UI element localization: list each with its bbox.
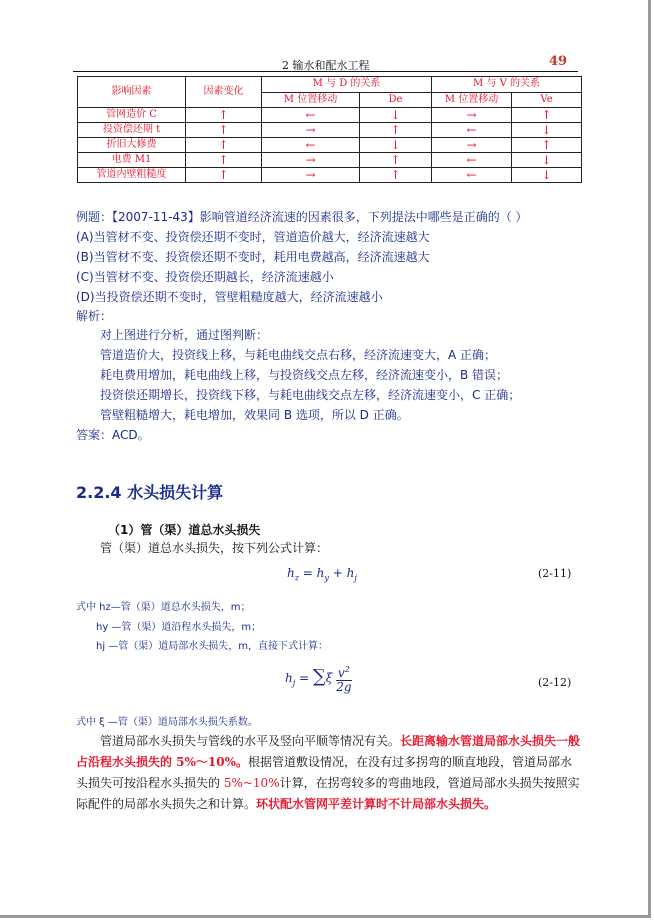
cell-mv-move: ← (432, 168, 512, 183)
cell-factor: 电费 M1 (78, 153, 186, 168)
cell-factor: 投资偿还期 t (78, 123, 186, 138)
definition-line: hy —管（渠）道沿程水头损失，m； (96, 622, 262, 633)
table-row (78, 168, 582, 183)
analysis-line: 管壁粗糙增大，耗电增加，效果同 B 选项，所以 D 正确。 (100, 408, 409, 422)
question-stem: 例题：【2007-11-43】影响管道经济流速的因素很多，下列提法中哪些是正确的（ ） (76, 210, 528, 224)
definition-line: 式中 hz—管（渠）道总水头损失，m； (76, 602, 251, 613)
definition-line: 式中 ξ —管（渠）道局部水头损失系数。 (76, 717, 258, 728)
table-row (78, 153, 582, 168)
answer: 答案：ACD。 (76, 428, 150, 442)
cell-mv-move: ← (432, 153, 512, 168)
header-change: 因素变化 (186, 77, 262, 108)
cell-ve: ↓ (512, 168, 582, 183)
header-ve: Ve (512, 92, 582, 108)
equation-number: (2-12) (538, 676, 572, 689)
cell-mv-move: ← (432, 123, 512, 138)
section-heading: 2.2.4 水头损失计算 (76, 483, 224, 502)
cell-change: ↑ (186, 153, 262, 168)
cell-md-move: ← (262, 108, 360, 123)
cell-change: ↑ (186, 123, 262, 138)
highlight-run: 长距离输水管道局部水头损失一般占沿程水头损失的 5%～10%。 (76, 734, 581, 769)
analysis-label: 解析： (76, 309, 113, 323)
header-rule (73, 71, 578, 72)
table-row (78, 138, 582, 153)
cell-ve: ↓ (512, 123, 582, 138)
text-run: 计算，在拐弯较多的弯曲地段，管道局部水头损失按照实际配件的局部水头损失之和计算。 (76, 776, 580, 811)
cell-ve: ↑ (512, 108, 582, 123)
text-run: 管道局部水头损失与管线的水平及竖向平顺等情况有关。 (100, 734, 401, 748)
cell-de: ↓ (360, 108, 432, 123)
cell-de: ↑ (360, 123, 432, 138)
cell-de: ↑ (360, 168, 432, 183)
header-m-v-relation: M 与 V 的关系 (432, 77, 582, 93)
page-number: 49 (549, 54, 568, 69)
cell-de: ↓ (360, 138, 432, 153)
equation-2-12: $h_j = \sum\xi$ $\frac{v^2}{2g}$ (285, 665, 352, 694)
cell-change: ↑ (186, 138, 262, 153)
header-m-move-v: M 位置移动 (432, 92, 512, 108)
intro-text: 管（渠）道总水头损失，按下列公式计算： (100, 541, 329, 555)
cell-md-move: → (262, 168, 360, 183)
cell-change: ↑ (186, 168, 262, 183)
option-b: (B)当管材不变、投资偿还期不变时，耗用电费越高，经济流速越大 (76, 250, 430, 264)
analysis-line: 管道造价大，投资线上移，与耗电曲线交点右移，经济流速变大，A 正确； (100, 348, 497, 362)
cell-md-move: ← (262, 138, 360, 153)
header-m-d-relation: M 与 D 的关系 (262, 77, 432, 93)
table-row (78, 123, 582, 138)
cell-de: ↑ (360, 153, 432, 168)
cell-factor: 管网造价 C (78, 108, 186, 123)
header-de: De (360, 92, 432, 108)
subsection-heading: （1）管（渠）道总水头损失 (108, 523, 261, 537)
cell-change: ↑ (186, 108, 262, 123)
analysis-line: 对上图进行分析，通过图判断： (100, 328, 269, 342)
equation-number: (2-11) (538, 567, 572, 580)
cell-factor: 折旧大修费 (78, 138, 186, 153)
analysis-line: 耗电费用增加，耗电曲线上移，与投资线交点左移，经济流速变小，B 错误； (100, 368, 509, 382)
header-m-move-d: M 位置移动 (262, 92, 360, 108)
header-factor: 影响因素 (78, 77, 186, 108)
table-row (78, 108, 582, 123)
body-paragraph (76, 731, 582, 815)
highlight-run: 环状配水管网平差计算时不计局部水头损失。 (256, 797, 497, 811)
analysis-line: 投资偿还期增长，投资线下移，与耗电曲线交点左移，经济流速变小，C 正确； (100, 388, 521, 402)
cell-mv-move: → (432, 108, 512, 123)
option-a: (A)当管材不变、投资偿还期不变时，管道造价越大，经济流速越大 (76, 230, 430, 244)
highlight-run: 5%~10% (223, 776, 280, 790)
equation-2-11: $h_z = h_y + h_j$ (287, 566, 357, 583)
definition-line: hj —管（渠）道局部水头损失，m，直接下式计算： (96, 641, 329, 652)
option-c: (C)当管材不变、投资偿还期越长，经济流速越小 (76, 270, 334, 284)
cell-ve: ↓ (512, 153, 582, 168)
factors-table (77, 76, 582, 183)
cell-md-move: → (262, 153, 360, 168)
cell-factor: 管道内壁粗糙度 (78, 168, 186, 183)
running-header-title: 2 输水和配水工程 (282, 59, 370, 72)
cell-md-move: → (262, 123, 360, 138)
text-run: 根据管道敷设情况，在没有过多拐弯的顺直地段，管道局部水头损失可按沿程水头损失的 (76, 755, 573, 790)
option-d: (D)当投资偿还期不变时，管壁粗糙度越大，经济流速越小 (76, 290, 383, 304)
cell-mv-move: → (432, 138, 512, 153)
cell-ve: ↑ (512, 138, 582, 153)
